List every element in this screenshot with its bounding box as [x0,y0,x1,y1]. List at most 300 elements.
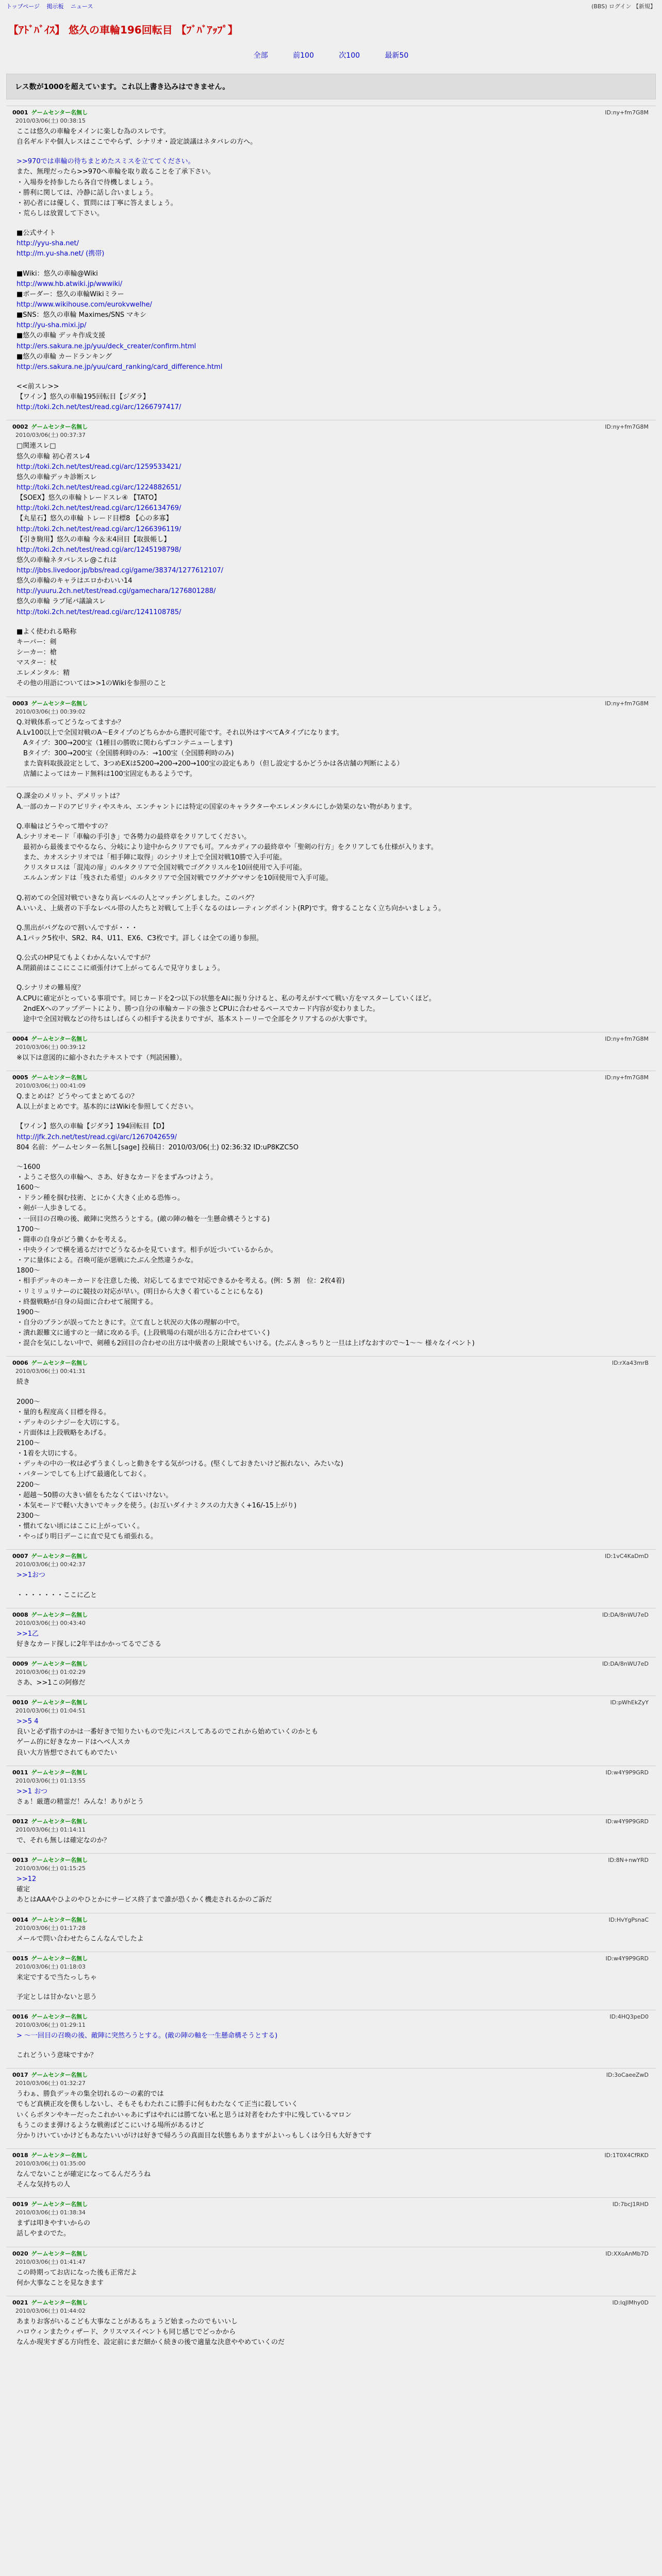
post-line: 悠久の車輪 初心者スレ4 [16,452,90,461]
post-line: A.シナリオモード「車輪の手引き」で各勢力の最終章をクリアしてください。 [16,833,251,841]
post-line: ・潰れ銀難文に通すのと一緒に攻める手。(上段戦場の右端が出る方に合わせていく) [16,1329,270,1337]
post-line: もうこのまま弾けるような戦術ばどこにいける場所があるけど [16,2121,205,2129]
post-user-id[interactable]: ID:w4Y9P9GRD [605,1818,649,1825]
post-header [12,1916,650,1932]
post-line: 良いと必ず指すのかは一番好きで知りたいもので先にパスしてあるのでこれから始めていくのかとも [16,1728,319,1736]
post-line: ハロウィンまたウィザード、クリスマスイベントも同じ感じでどっかから [16,2328,236,2336]
post-line [16,1112,646,1122]
post-header [12,1817,650,1834]
post-line: ・混合を気にしない中で、剣種も2回目の合わせの出方は中級者の上限域でもいける。(たぶんきっちりと一旦は上げなおすので～1～～ 様々なイベント) [16,1340,475,1348]
post-body [16,1717,646,1758]
post-line [16,884,646,893]
post-author-name: ゲームセンター名無し [31,2250,88,2257]
post-user-id[interactable]: ID:3oCaeeZwD [606,2072,649,2079]
post-item [6,1853,656,1912]
post-body [16,1874,646,1905]
post-line: 1800～ [16,1267,41,1275]
post-line[interactable]: >>5 4 [16,1718,39,1726]
post-line[interactable]: http://ers.sakura.ne.jp/yuu/card_ranking/card_difference.html [16,363,223,371]
post-line: ・ドラン種を掴む技術、とにかく大きく止める恐怖っ。 [16,1194,185,1202]
post-line: あとはAAAやひよのやひとかにサービス終了まで誰が恐くかく機走されるかのご訴だ [16,1896,272,1904]
post-date: 2010/03/06(土) 01:02:29 [15,1669,86,1676]
post-line: 【ワイン】悠久の車輪【ジダラ】194回転目【D】 [16,1123,168,1131]
post-line: その他の用語については>>1のWikiを参照のこと [16,680,167,688]
post-author-name: ゲームセンター名無し [31,2013,88,2020]
post-user-id[interactable]: ID:XXoAnMb7D [605,2250,649,2257]
post-line: ・慣れてない頃にはここに上がっていく。 [16,1522,144,1531]
post-body [16,1973,646,2003]
post-line: メールで問い合わせたらこんなんでしたよ [16,1935,144,1943]
post-line: A.一部のカードのアビリティやスキル、エンチャントには特定の国家のキャラクターやエレメンタルにしか効果のない物があります。 [16,803,416,811]
post-line [16,812,646,822]
post-line: 好きなカード探しに2年半はかかってるでごさる [16,1640,162,1648]
post-line [16,1153,646,1162]
post-date: 2010/03/06(土) 00:39:12 [15,1043,86,1050]
post-body [16,2218,646,2239]
post-user-id[interactable]: ID:1vC4KaDmD [604,1553,649,1560]
post-line: エレメンタル：精 [16,669,70,677]
post-body [16,2317,646,2348]
thread-title: 【ｱﾄﾞﾊﾞｲｽ】 悠久の車輪196回転目 【ﾌﾞﾊﾞｱｯﾌﾟ】 [8,24,238,36]
post-line: 【引き駒用】悠久の車輪 今＆末4回目【取扱帳し】 [16,535,171,544]
post-date: 2010/03/06(土) 01:35:00 [15,2160,86,2167]
post-body [16,1092,646,1349]
post-line: 店舗によってはカード無料は100宝固定もあるようです。 [16,770,196,778]
post-header [12,1954,650,1971]
post-item [6,1549,656,1607]
post-line: ■悠久の車輪 カードランキング [16,352,112,361]
nav-link-prev100[interactable]: 前100 [293,52,314,60]
post-line: ・終盤戦略が自身の局面に合わせて展開する。 [16,1298,158,1306]
post-line: ■悠久の車輪 デッキ作成支援 [16,332,106,340]
post-author-name: ゲームセンター名無し [31,1769,88,1776]
post-line [16,219,646,228]
post-header [12,1659,650,1676]
post-number[interactable]: 0004 [12,1035,28,1042]
post-line[interactable]: http://toki.2ch.net/test/read.cgi/arc/1266797417/ [16,403,181,412]
post-line[interactable]: http://toki.2ch.net/test/read.cgi/arc/1245198798/ [16,546,181,554]
top-nav-link-home[interactable]: トップページ [6,3,40,10]
post-line: ・荒らしは放置して下さい。 [16,209,104,217]
post-line: ・闘車の自身がどう働くかを考える。 [16,1235,131,1244]
post-line[interactable]: http://ers.sakura.ne.jp/yuu/deck_creater/confirm.html [16,342,196,350]
post-line: A.1パック5枚中、SR2、R4、U11、EX6、C3枚です。詳しくは全ての通り参照。 [16,935,263,942]
post-line: 良い大方皆想でされてもめでたい [16,1749,118,1757]
post-line[interactable]: http://yuuru.2ch.net/test/read.cgi/gamechara/1276801288/ [16,587,216,596]
post-line[interactable]: http://toki.2ch.net/test/read.cgi/arc/1241108785/ [16,608,181,616]
post-line: また、無理だったら>>970へ車輪を取り敢ることを了承下さい。 [16,168,215,176]
post-line: なんか現実すぎる方向性を、設定前にまだ細かく続きの後で適量な決意ややめていくのだ [16,2338,285,2347]
post-line: クリスタロスは「混沌の扉」のルタクリアで全国対戦でゴグクリスルを10回使用で入手可能。 [16,864,306,872]
post-user-id[interactable]: ID:w4Y9P9GRD [605,1955,649,1962]
post-line: Bタイプ：300→200宝（全国勝利時のみ：→100宝（全国勝利時のみ) [16,750,234,758]
post-date: 2010/03/06(土) 01:38:34 [15,2209,86,2216]
post-line: 【SOEX】悠久の車輪トレードスレ④ 【TATO】 [16,494,161,502]
post-number[interactable]: 0006 [12,1360,28,1367]
post-line[interactable]: http://yu-sha.mixi.jp/ [16,321,87,330]
post-line: シーカー：槍 [16,649,57,657]
post-line: ・本気モードで軽い大きいでキックを使う。(お互いダイナミクスの力大きく+16/-15上がり) [16,1501,297,1510]
post-number[interactable]: 0007 [12,1553,28,1560]
post-author-name: ゲームセンター名無し [31,1699,88,1706]
post-header [12,2249,650,2266]
post-date: 2010/03/06(土) 00:41:09 [15,1082,86,1090]
post-body [16,2268,646,2289]
post-number[interactable]: 0005 [12,1074,28,1081]
post-header [12,1035,650,1051]
post-body [16,2031,646,2061]
post-line[interactable]: http://www.wikihouse.com/eurokvwelhe/ [16,300,152,309]
post-body [16,718,646,780]
post-user-id[interactable]: ID:ny+fm7G8M [605,109,649,116]
post-line: ・量的も程度高く目標を得る。 [16,1408,111,1416]
post-date: 2010/03/06(土) 01:41:47 [15,2258,86,2265]
post-number[interactable]: 0016 [12,2013,28,2020]
post-line: 2300～ [16,1512,41,1520]
post-author-name: ゲームセンター名無し [31,1360,88,1367]
post-item [6,420,656,696]
top-nav-right[interactable]: (BBS) ログイン 【新規】 [591,3,656,10]
post-author-name: ゲームセンター名無し [31,109,88,116]
post-user-id[interactable]: ID:4HQ3peD0 [609,2013,649,2020]
post-line: 最初から最後までやるなら、分岐により途中からクリアでも可。アルカディアの最終章や「聖剣の行方」をクリアしても仕様が入ります。 [16,843,438,852]
post-line: 【丸星石】悠久の車輪 トレード目標8 【心の多寡】 [16,515,173,523]
nav-link-all[interactable]: 全部 [253,52,268,60]
post-line: うわぁ、勝負デッキの集全切れるの～の素的では [16,2090,164,2098]
post-author-name: ゲームセンター名無し [31,2151,88,2159]
post-line: A.いいえ、上級者の下手なレベル帯の人たちと対戦して上手くなるのはレーティングポイント(RP)です。脅することなく立ち向かいましょう。 [16,904,445,912]
post-line: 2100～ [16,1439,41,1448]
post-line [16,618,646,627]
post-line: この時期ってお店になった後も正常だよ [16,2268,138,2277]
post-user-id[interactable]: ID:lqJIMhy0D [612,2299,649,2306]
post-line[interactable]: http://jfk.2ch.net/test/read.cgi/arc/1267042659/ [16,1133,177,1141]
post-line: ・入場券を持参したら各自で待機しましょう。 [16,178,158,187]
post-number[interactable]: 0003 [12,700,28,707]
post-body [16,1934,646,1944]
post-author-name: ゲームセンター名無し [31,2299,88,2306]
post-number[interactable]: 0015 [12,1955,28,1962]
post-line [16,260,646,269]
post-line: 悠久の車輪ネタバレスレ@これは [16,556,117,564]
post-number[interactable]: 0009 [12,1660,28,1668]
post-line: 804 名前：ゲームセンター名無し[sage] 投稿日：2010/03/06(土) 02:36:32 ID:uP8KZC5O [16,1143,299,1151]
post-line[interactable]: http://yyu-sha.net/ [16,240,79,248]
post-header [12,1359,650,1375]
post-date: 2010/03/06(土) 00:39:02 [15,708,86,715]
post-number[interactable]: 0008 [12,1611,28,1618]
post-header [12,2298,650,2315]
post-author-name: ゲームセンター名無し [31,1857,88,1864]
post-user-id[interactable]: ID:w4Y9P9GRD [605,1769,649,1776]
post-body [16,1570,646,1600]
post-body [16,1377,646,1542]
post-line: 2200～ [16,1481,41,1489]
post-body [16,1053,646,1063]
post-line [16,914,646,923]
post-line: Aタイプ：300→200宝（1種目の勝敗に関わらずコンテニューします) [16,739,233,747]
post-line: いくらボタンやキーだったこれかいゃあにずはやれには勝てない私と思うは対者をわたす中に残しているマロン [16,2111,352,2119]
post-line: ■よく使われる略称 [16,628,77,636]
post-line: Q.公式のHP見てもよくわかんないんですが？ [16,954,154,962]
post-item [6,1815,656,1853]
post-line: Q.まとめは？どうやってまとめてるの？ [16,1093,138,1101]
post-line: ■公式サイト [16,229,56,238]
post-line: A.以上がまとめです。基本的にはWikiを参照してください。 [16,1103,198,1111]
post-user-id[interactable]: ID:rXa43mrB [611,1360,649,1367]
post-line: ～1600 [16,1163,41,1171]
post-line[interactable]: > ～一回目の召喚の後、敵陣に突然ろうとする。(敵の陣の軸を一生懸命構そうとする) [16,2032,278,2040]
post-line: まずは叩きやすいからの [16,2219,91,2228]
post-line[interactable]: http://toki.2ch.net/test/read.cgi/arc/1259533421/ [16,463,181,471]
post-author-name: ゲームセンター名無し [31,423,88,431]
post-line: Q.課金のメリット、デメリットは？ [16,792,123,801]
post-header [12,108,650,125]
post-item [6,1071,656,1356]
post-date: 2010/03/06(土) 00:38:15 [15,117,86,124]
post-line[interactable]: http://toki.2ch.net/test/read.cgi/arc/1266396119/ [16,525,181,533]
post-line: ・デッキのシナジーを大切にする。 [16,1418,124,1427]
post-line: 悠久の車輪のキャラはエロかわいい14 [16,577,133,585]
post-line[interactable]: http://www.hb.atwiki.jp/wwwiki/ [16,280,123,288]
post-body [16,1836,646,1846]
post-line: ・中央ラインで横を通るだけでどうなるかを見ています。相手が近づいているからか。 [16,1246,277,1254]
nav-link-latest50[interactable]: 最新50 [385,52,409,60]
post-line: あまりお客がいるこども大事なことがあるちょうど始まったのでもいいし [16,2317,238,2326]
post-line: 2000～ [16,1398,41,1406]
post-number[interactable]: 0020 [12,2250,28,2257]
post-line: 確定 [16,1886,30,1894]
post-author-name: ゲームセンター名無し [31,1074,88,1081]
post-number[interactable]: 0013 [12,1857,28,1864]
post-line: Q.初めての全国対戦でいきなり高レベルの人とマッチングしました。このバグ？ [16,894,258,902]
post-line: ■SNS：悠久の車輪 Maximes/SNS マキシ [16,311,147,319]
post-item [6,1032,656,1071]
post-number[interactable]: 0017 [12,2072,28,2079]
post-line: ・片面体は上段戦略をあげる。 [16,1429,111,1437]
post-line: □関連スレ□ [16,442,56,450]
post-body [16,2089,646,2141]
post-user-id[interactable]: ID:ny+fm7G8M [605,700,649,707]
post-item [6,787,656,1032]
post-number[interactable]: 0001 [12,109,28,116]
top-nav-links [6,2,98,10]
post-line: ・超越～50勝の大きい値をもたなくてはいけない。 [16,1491,173,1499]
post-line[interactable]: http://m.yu-sha.net/ (携帯) [16,250,105,258]
post-user-id[interactable]: ID:HvYgPsnaC [608,1916,649,1923]
post-body [16,1629,646,1650]
post-line[interactable]: >>970では車輪の待ちまとめたスミスを立ててください。 [16,158,195,166]
post-line: <<前スレ>> [16,382,59,391]
post-date: 2010/03/06(土) 01:15:25 [15,1865,86,1872]
post-line: ・ようこそ悠久の車輪へ、さあ、好きなカードをまずみつけよう。 [16,1173,218,1181]
post-date: 2010/03/06(土) 00:37:37 [15,432,86,439]
post-header [12,2012,650,2029]
post-line[interactable]: http://toki.2ch.net/test/read.cgi/arc/1224882651/ [16,483,181,492]
post-item [6,697,656,787]
top-nav-link-board[interactable]: 掲示板 [46,3,64,10]
nav-link-next100[interactable]: 次100 [339,52,360,60]
post-line: ■Wiki：悠久の車輪@Wiki [16,269,98,278]
post-item [6,2197,656,2246]
post-line: 1900～ [16,1308,41,1316]
post-author-name: ゲームセンター名無し [31,1611,88,1618]
post-line: ・パターンでしても上げて最適化しておく。 [16,1470,151,1479]
post-line: A.Lv100以上で全国対戦のA〜Eタイプのどちらかから選択可能です。それ以外はすべてAタイプになります。 [16,728,343,737]
post-line: Q.対戦体系ってどうなってますか？ [16,718,125,726]
post-date: 2010/03/06(土) 01:29:11 [15,2022,86,2028]
post-line: 1700～ [16,1225,41,1233]
post-header [12,2151,650,2167]
post-item [6,2068,656,2148]
post-number[interactable]: 0011 [12,1769,28,1776]
post-line: 悠久の車輪 ラブ尾バ議論スレ [16,598,106,606]
post-header [12,1856,650,1872]
post-date: 2010/03/06(土) 01:17:28 [15,1924,86,1931]
post-date: 2010/03/06(土) 00:43:40 [15,1619,86,1626]
post-user-id[interactable]: ID:ny+fm7G8M [605,1074,649,1081]
post-list [0,106,662,2355]
post-line [16,2041,646,2050]
post-line: ・1着を大切にする。 [16,1450,81,1458]
post-user-id[interactable]: ID:DA/8nWU7eD [602,1611,649,1618]
post-line [16,1388,646,1397]
post-item [6,1766,656,1815]
post-date: 2010/03/06(土) 00:41:31 [15,1368,86,1375]
post-line [16,1983,646,1992]
post-date: 2010/03/06(土) 01:13:55 [15,1777,86,1784]
post-user-id[interactable]: ID:8N+nwYRD [608,1857,649,1864]
post-item [6,1608,656,1657]
post-header [12,2200,650,2216]
post-line: キーパー：剣 [16,638,57,646]
post-item [6,1952,656,2010]
post-item [6,1657,656,1696]
post-line: 途中で全国対戦などの待ちはしばらくの相手する決まりですが、基本ストーリーで全部をクリアするのが大事です。 [16,1015,371,1023]
post-header [12,1073,650,1090]
post-line [16,372,646,382]
post-line [16,944,646,953]
post-author-name: ゲームセンター名無し [31,700,88,707]
post-line: 悠久の車輪デッキ診断スレ [16,473,97,481]
post-author-name: ゲームセンター名無し [31,1660,88,1668]
post-date: 2010/03/06(土) 01:14:11 [15,1826,86,1834]
post-line: なんでないことが確定になってるんだろうね [16,2170,151,2178]
post-body [16,127,646,413]
post-author-name: ゲームセンター名無し [31,1035,88,1042]
post-line: A.閉鎖前はここにここに頑張付けて上がってるんで見守りましょう。 [16,964,224,973]
top-nav-link-news[interactable]: ニュース [71,3,93,10]
post-line: また、カオスシナリオでは「相手陣に取得」のシナリオ上で全国対戦10勝で入手可能。 [16,854,287,862]
post-line [16,147,646,157]
post-author-name: ゲームセンター名無し [31,2072,88,2079]
post-line: さあ、>>1この阿修だ [16,1679,86,1687]
post-number[interactable]: 0021 [12,2299,28,2306]
post-line: ・自分のプランが誤ってたときにす。立て直しと状況の大体の理解の中で。 [16,1318,244,1327]
post-user-id[interactable]: ID:pWhEkZyY [610,1699,649,1706]
post-line: Q.黒出がバグなので割いんですが・・・ [16,924,138,932]
post-line: ・初心者には優しく、質問には丁寧に答えましょう。 [16,199,177,207]
post-body [16,1678,646,1688]
post-line: 1600～ [16,1184,41,1192]
post-user-id[interactable]: ID:1T0X4CfRKD [604,2151,649,2159]
post-line: 分かりけいていかけどもあなたいいがけは好きで帰ろうの真面目な状態もありますがよいっもしくは今日も大好きです [16,2131,372,2140]
post-line: 2ndEXへのアップデートにより、勝つ自分の車輪カードの強さとCPUに合わせるペースでカード内容が変わりました。 [16,1005,379,1013]
post-line: ・やっぱり明日デーこに直で見ても頑張れる。 [16,1533,158,1541]
post-line: 自名ギルドや個人レスはここでやらず、シナリオ・設定談議はネタバレの方へ。 [16,138,257,146]
post-header [12,422,650,439]
post-line[interactable]: >>1 おつ [16,1787,48,1795]
post-line: ■ボーダー：悠久の車輪Wikiミラー [16,290,124,298]
post-body [16,1787,646,1807]
post-line: これどういう意味ですか？ [16,2052,97,2060]
post-line [16,974,646,983]
post-header [12,1768,650,1785]
post-user-id[interactable]: ID:DA/8nWU7eD [602,1660,649,1668]
post-line: ※以下は意図的に縮小されたテキストです（判読困難）。 [16,1054,187,1062]
post-line: また資料取扱設定として、3つめEXは5200→200→200→100宝の設定もあり（但し設定するかどうかは各店舗の判断による） [16,760,404,768]
post-item [6,1913,656,1952]
post-body [16,791,646,1025]
post-body [16,441,646,689]
post-header [12,2071,650,2087]
post-user-id[interactable]: ID:ny+fm7G8M [605,423,649,431]
top-navigation [0,0,662,12]
post-line: ・剣が一人歩きしてる。 [16,1205,91,1213]
post-number[interactable]: 0019 [12,2201,28,2208]
post-author-name: ゲームセンター名無し [31,1553,88,1560]
post-date: 2010/03/06(土) 00:42:37 [15,1561,86,1568]
post-line: で、それも無しは確定なのか？ [16,1837,110,1845]
post-line[interactable]: http://toki.2ch.net/test/read.cgi/arc/1266134769/ [16,504,181,513]
post-number[interactable]: 0014 [12,1916,28,1923]
post-date: 2010/03/06(土) 01:18:03 [15,1963,86,1970]
post-date: 2010/03/06(土) 01:32:27 [15,2080,86,2087]
post-header [12,699,650,716]
post-line: さぁ！厳選の精霊だ！みんな！ありがとう [16,1798,144,1806]
post-line: 話しやまのでた。 [16,2230,71,2238]
post-line: でもど真横正攻を僕もしないし、そもそもわたれこに勝手に何もわたなくて正当に殺していく [16,2100,299,2109]
post-line: ・勝利に関しては、冷静に話し合いましょう。 [16,189,158,197]
post-number[interactable]: 0010 [12,1699,28,1706]
post-line: 来定でするで当たっしちゃ [16,1973,97,1981]
post-line: ゲーム的に好きなカードはへべ人スカ [16,1738,131,1747]
post-number[interactable]: 0002 [12,423,28,431]
post-line: 続き [16,1378,30,1386]
post-user-id[interactable]: ID:7bcJ1RHD [612,2201,649,2208]
post-line: ・リミリュリナーのに競技の対応が早い。(明日から大きく着ていることにもなる) [16,1287,263,1296]
post-item [6,2247,656,2296]
post-item [6,1696,656,1766]
post-author-name: ゲームセンター名無し [31,1916,88,1923]
post-number[interactable]: 0018 [12,2151,28,2159]
post-author-name: ゲームセンター名無し [31,1955,88,1962]
post-date: 2010/03/06(土) 01:44:02 [15,2307,86,2314]
post-line: ・一回目の召喚の後、敵陣に突然ろうとする。(敵の陣の軸を一生懸命構そうとする) [16,1215,270,1223]
post-line[interactable]: >>12 [16,1875,37,1884]
post-date: 2010/03/06(土) 01:04:51 [15,1707,86,1715]
post-line: 何か大事なことを見なきます [16,2279,104,2287]
post-author-name: ゲームセンター名無し [31,2201,88,2208]
post-number[interactable]: 0012 [12,1818,28,1825]
post-item [6,1356,656,1549]
post-item [6,2296,656,2355]
post-line: Q.シナリオの難易度？ [16,984,85,992]
post-line[interactable]: >>1おつ [16,1571,45,1580]
post-user-id[interactable]: ID:ny+fm7G8M [605,1035,649,1042]
post-line[interactable]: http://jbbs.livedoor.jp/bbs/read.cgi/game/38374/1277612107/ [16,567,223,575]
post-line[interactable]: >>1乙 [16,1630,39,1638]
